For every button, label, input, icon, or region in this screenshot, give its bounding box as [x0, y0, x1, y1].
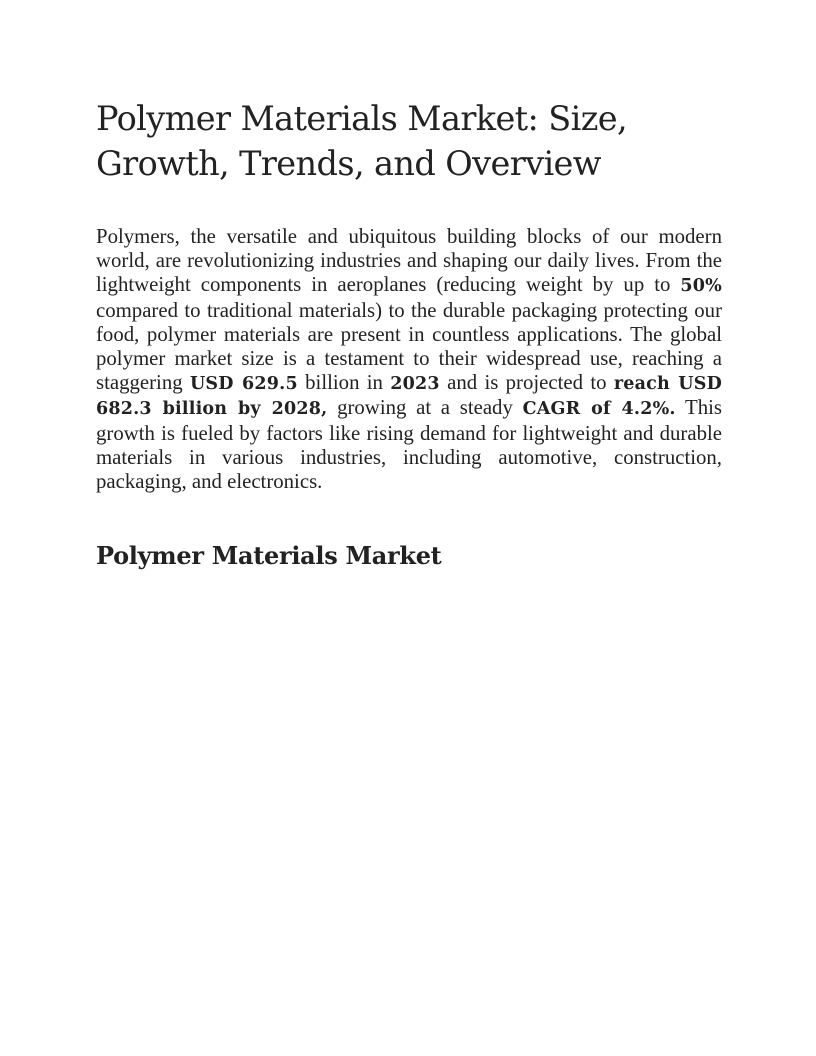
intro-bold-weight-reduction: 50% — [680, 276, 722, 297]
intro-bold-projection: reach USD 682.3 billion by 2028, — [96, 374, 722, 420]
intro-text-3: billion in — [297, 371, 391, 395]
intro-bold-year: 2023 — [390, 374, 440, 395]
intro-bold-cagr: CAGR of 4.2%. — [522, 399, 676, 420]
document-title: Polymer Materials Market: Size, Growth, Trends, and Overview — [96, 99, 628, 183]
intro-text-4: and is projected to — [439, 371, 614, 395]
intro-text-5: growing at a steady — [327, 396, 523, 420]
section-heading: Polymer Materials Market — [96, 541, 442, 571]
intro-paragraph — [96, 225, 722, 494]
intro-text-2: compared to traditional materials) to the durable packaging protecting our food, polymer materials are present in countless applications. The global polymer market size is a testament to their widespread use, reaching a staggering — [96, 298, 722, 395]
intro-text-1: Polymers, the versatile and ubiquitous building blocks of our modern world, are revolutionizing industries and shaping our daily lives. From the lightweight components in aeroplanes (reducing weight by up to — [96, 225, 722, 297]
intro-bold-market-size: USD 629.5 — [189, 374, 298, 395]
document-page — [96, 96, 722, 572]
intro-text-6: This growth is fueled by factors like rising demand for lightweight and durable materials in various industries, including automotive, construction, packaging, and electronics. — [96, 396, 722, 494]
